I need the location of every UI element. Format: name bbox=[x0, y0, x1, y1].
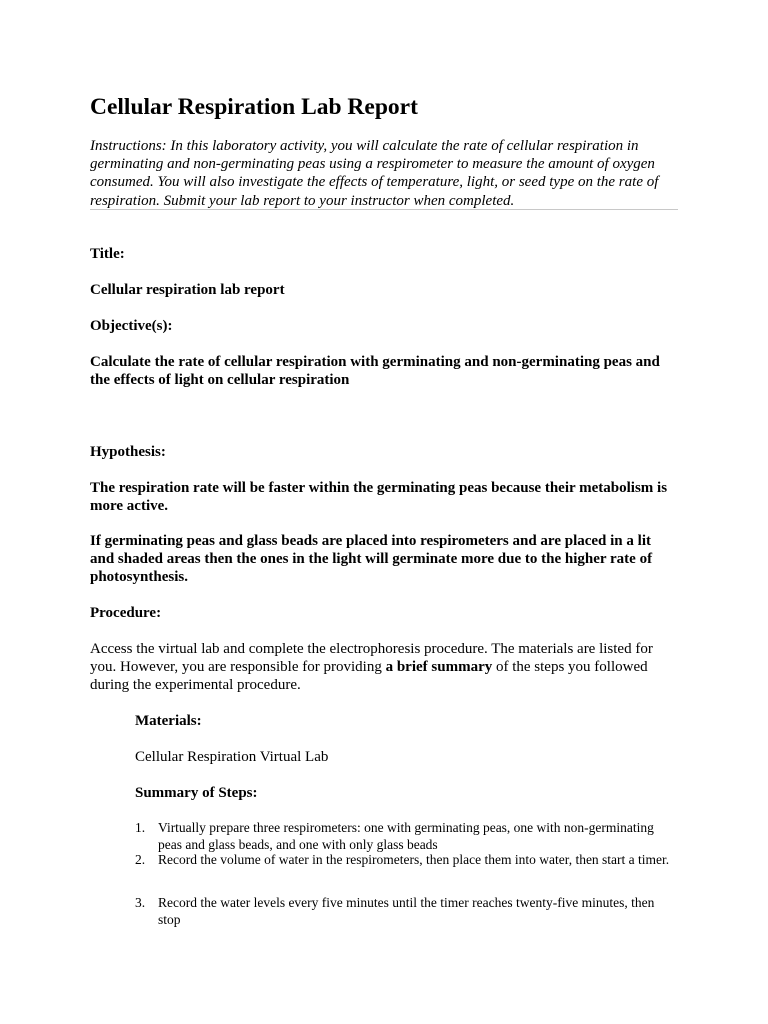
step-text: Record the volume of water in the respirometers, then place them into water, then start a timer. bbox=[158, 852, 670, 867]
title-heading: Title: bbox=[90, 246, 125, 262]
objective-heading: Objective(s): bbox=[90, 318, 173, 334]
procedure-text-emphasis: a brief summary bbox=[385, 659, 493, 676]
title-value: Cellular respiration lab report bbox=[90, 282, 285, 298]
step-number: 1. bbox=[135, 820, 146, 835]
procedure-text bbox=[90, 640, 678, 695]
document-title: Cellular Respiration Lab Report bbox=[90, 94, 418, 120]
hypothesis-heading: Hypothesis: bbox=[90, 444, 166, 460]
hypothesis-statement-2: If germinating peas and glass beads are placed into respirometers and are placed in a lit and shaded areas then the ones in the light will germinate more due to the higher rate of photosynthesis. bbox=[90, 533, 653, 586]
materials-heading: Materials: bbox=[135, 713, 202, 729]
step-text: Virtually prepare three respirometers: one with germinating peas, one with non-germinating peas and glass beads, and one with only glass beads bbox=[158, 820, 654, 852]
step-number: 2. bbox=[135, 852, 146, 867]
materials-value: Cellular Respiration Virtual Lab bbox=[135, 749, 329, 765]
procedure-text-end: of the steps you followed during the experimental procedure. bbox=[90, 659, 648, 694]
hypothesis-statement-1: The respiration rate will be faster within the germinating peas because their metabolism is more active. bbox=[90, 480, 668, 515]
step-text: Record the water levels every five minutes until the timer reaches twenty-five minutes, then stop bbox=[158, 895, 655, 927]
objective-value: Calculate the rate of cellular respiration with germinating and non-germinating peas and the effects of light on cellular respiration bbox=[90, 354, 660, 389]
divider-line bbox=[90, 209, 678, 210]
procedure-heading: Procedure: bbox=[90, 605, 162, 621]
steps-heading: Summary of Steps: bbox=[135, 785, 258, 801]
instructions-text: Instructions: In this laboratory activity, you will calculate the rate of cellular respiration in germinating and non-germinating peas using a respirometer to measure the amount of oxygen consumed. You will also investigate the effects of temperature, light, or seed type on the rate of respiration. Submit your lab report to your instructor when completed. bbox=[90, 138, 659, 209]
procedure-text-start: Access the virtual lab and complete the electrophoresis procedure. The materials are listed for you. However, you are responsible for providing bbox=[90, 641, 653, 676]
step-number: 3. bbox=[135, 895, 146, 910]
